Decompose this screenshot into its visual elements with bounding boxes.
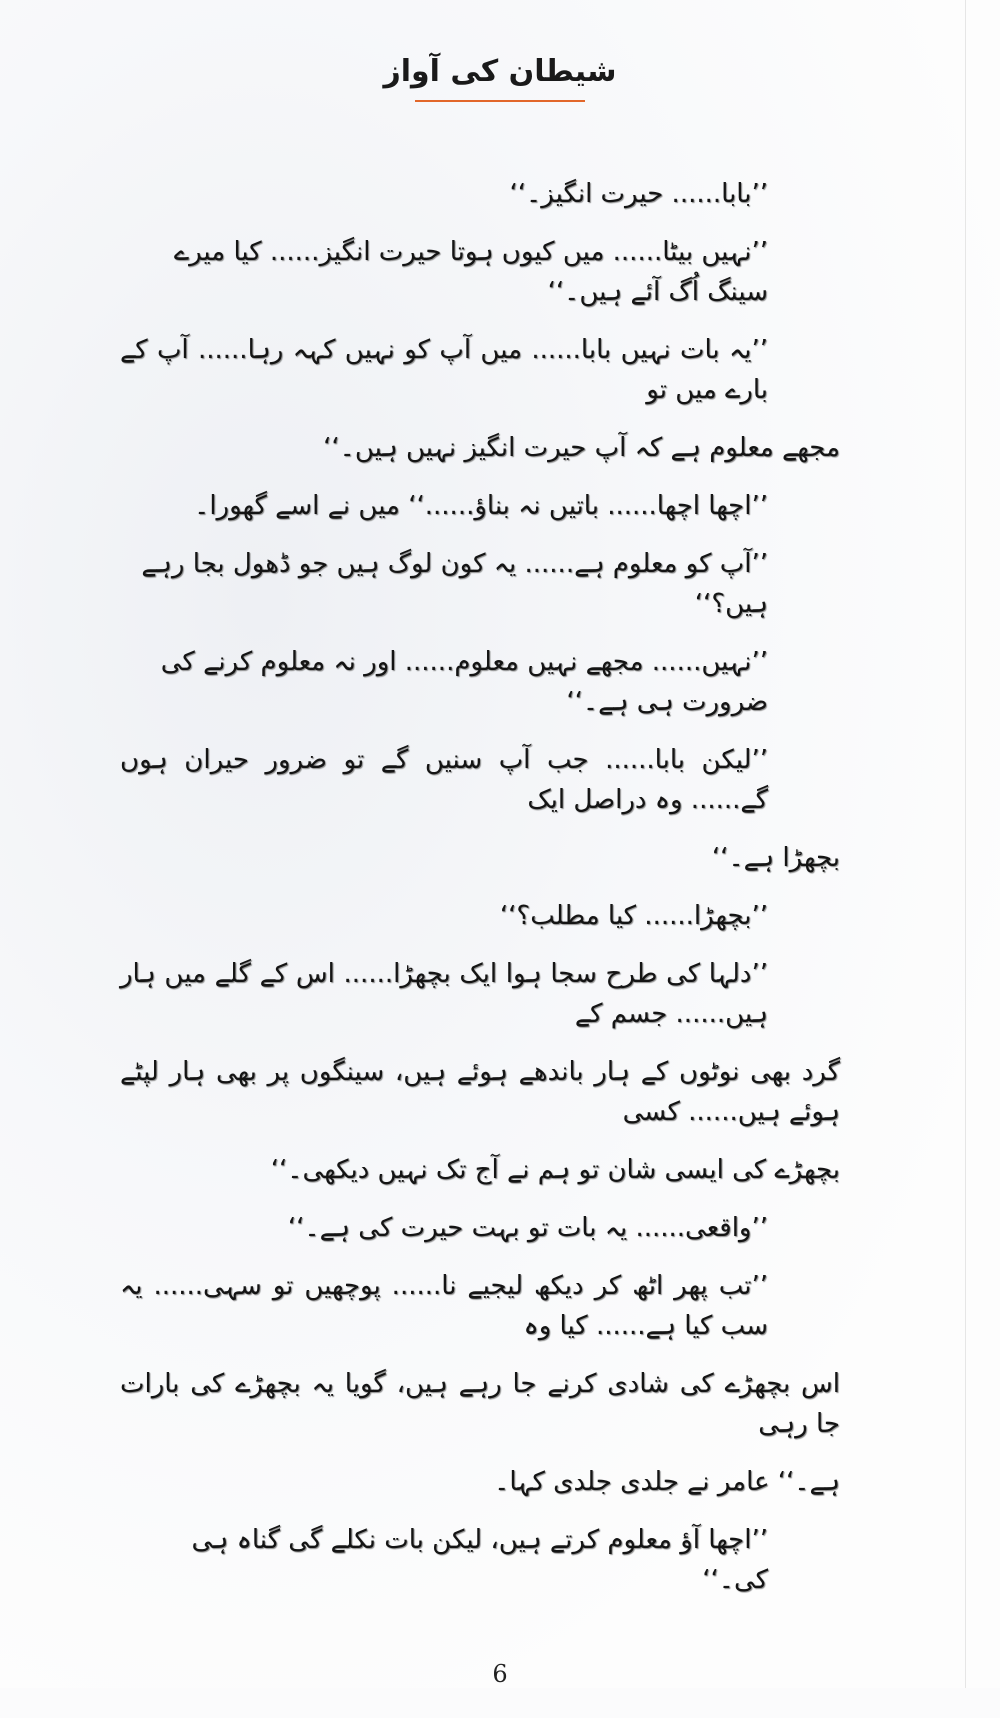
text-line: ’’بابا...... حیرت انگیز۔‘‘ [509,179,768,209]
page-title: شیطان کی آواز [383,54,617,89]
text-line: ’’واقعی...... یہ بات تو بہت حیرت کی ہے۔‘‘ [287,1213,768,1243]
title-underline [415,100,585,102]
text-line: ’’بچھڑا...... کیا مطلب؟‘‘ [499,901,768,931]
text-line: بچھڑا ہے۔‘‘ [711,843,840,873]
text-line: ’’آپ کو معلوم ہے...... یہ کون لوگ ہیں جو ڈھول بجا رہے ہیں؟‘‘ [141,549,768,619]
text-line: ’’نہیں...... مجھے نہیں معلوم...... اور نہ معلوم کرنے کی ضرورت ہی ہے۔‘‘ [160,647,768,717]
text-line: گرد بھی نوٹوں کے ہار باندھے ہوئے ہیں، سینگوں پر بھی ہار لپٹے ہوئے ہیں...... کسی [120,1057,840,1127]
text-line: ’’یہ بات نہیں بابا...... میں آپ کو نہیں کہہ رہا...... آپ کے بارے میں تو [120,335,768,405]
page-number: 6 [492,1660,508,1688]
text-line: ’’اچھا اچھا...... باتیں نہ بناؤ......‘‘ میں نے اسے گھورا۔ [194,491,768,521]
page-edge [965,0,966,1688]
text-line: ہے۔‘‘ عامر نے جلدی جلدی کہا۔ [494,1467,840,1497]
text-line: ’’لیکن بابا...... جب آپ سنیں گے تو ضرور حیران ہوں گے...... وہ دراصل ایک [120,745,768,815]
text-line: ’’دلہا کی طرح سجا ہوا ایک بچھڑا...... اس کے گلے میں ہار ہیں...... جسم کے [120,959,768,1029]
text-line: بچھڑے کی ایسی شان تو ہم نے آج تک نہیں دیکھی۔‘‘ [270,1155,840,1185]
text-line: اس بچھڑے کی شادی کرنے جا رہے ہیں، گویا یہ بچھڑے کی بارات جا رہی [120,1369,840,1439]
text-line: ’’نہیں بیٹا...... میں کیوں ہوتا حیرت انگیز...... کیا میرے سینگ اُگ آئے ہیں۔‘‘ [173,237,768,307]
text-line: مجھے معلوم ہے کہ آپ حیرت انگیز نہیں ہیں۔‘‘ [323,433,840,463]
text-line: ’’اچھا آؤ معلوم کرتے ہیں، لیکن بات نکلے گی گناہ ہی کی۔‘‘ [191,1525,768,1595]
text-line: ’’تب پھر اٹھ کر دیکھ لیجیے نا...... پوچھیں تو سہی...... یہ سب کیا ہے...... کیا وہ [120,1271,768,1341]
body-text [120,174,840,1600]
